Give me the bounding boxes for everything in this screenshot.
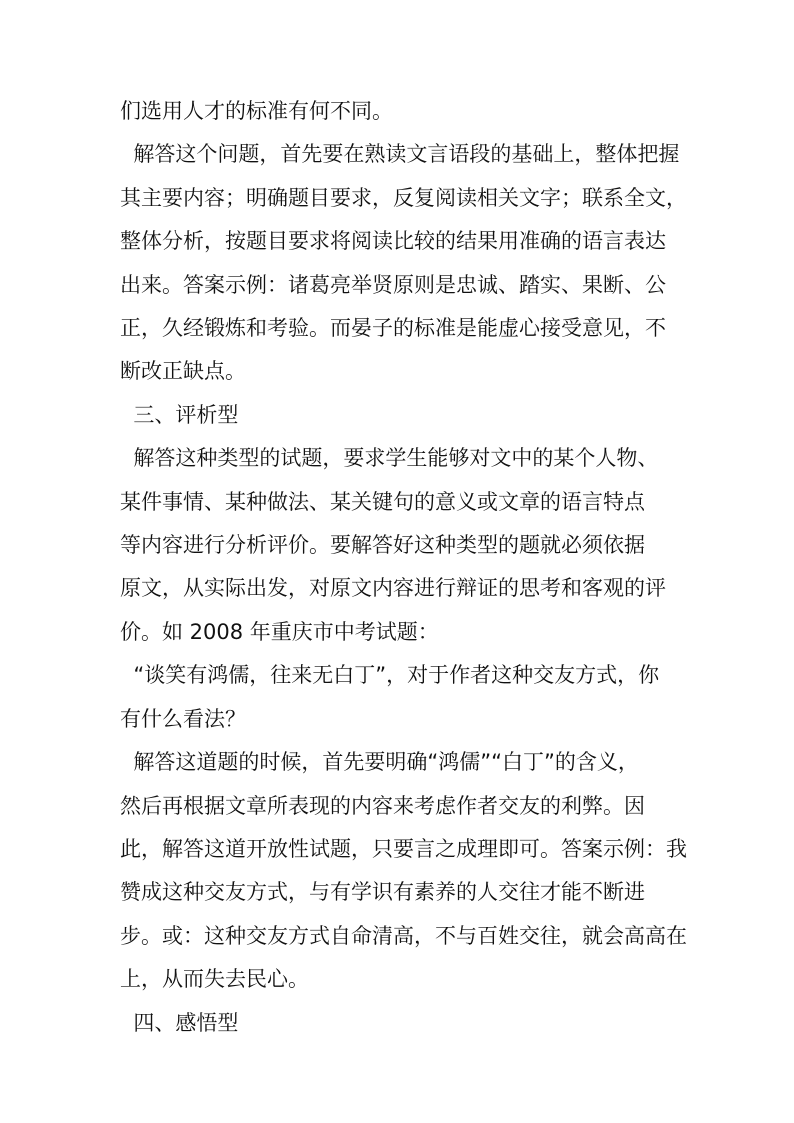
text-line: “谈笑有鸿儒，往来无白丁”，对于作者这种交友方式，你 xyxy=(120,663,660,688)
text-line: 解答这个问题，首先要在熟读文言语段的基础上，整体把握 xyxy=(120,142,680,167)
text-line: 原文，从实际出发，对原文内容进行辩证的思考和客观的评 xyxy=(120,576,666,601)
text-line: 上，从而失去民心。 xyxy=(120,967,309,992)
section-heading: 四、感悟型 xyxy=(120,1010,239,1035)
text-line: 价。如 2008 年重庆市中考试题： xyxy=(120,619,439,644)
text-line: 步。或：这种交友方式自命清高，不与百姓交往，就会高高在 xyxy=(120,923,687,948)
text-line: 解答这种类型的试题，要求学生能够对文中的某个人物、 xyxy=(120,446,659,471)
text-line: 整体分析，按题目要求将阅读比较的结果用准确的语言表达 xyxy=(120,229,666,254)
text-line: 正，久经锻炼和考验。而晏子的标准是能虚心接受意见，不 xyxy=(120,316,666,341)
text-line: 们选用人才的标准有何不同。 xyxy=(120,99,393,123)
text-line: 赞成这种交友方式，与有学识有素养的人交往才能不断进 xyxy=(120,880,645,905)
text-line: 等内容进行分析评价。要解答好这种类型的题就必须依据 xyxy=(120,533,645,558)
section-heading: 三、评析型 xyxy=(120,402,239,427)
text-line: 解答这道题的时候，首先要明确“鸿儒”“白丁”的含义， xyxy=(120,750,639,775)
text-line: 然后再根据文章所表现的内容来考虑作者交友的利弊。因 xyxy=(120,793,645,818)
text-line: 某件事情、某种做法、某关键句的意义或文章的语言特点 xyxy=(120,489,645,514)
text-line: 断改正缺点。 xyxy=(120,359,246,384)
document-body xyxy=(120,90,687,1045)
text-line: 此，解答这道开放性试题，只要言之成理即可。答案示例：我 xyxy=(120,836,687,861)
text-line: 其主要内容；明确题目要求，反复阅读相关文字；联系全文， xyxy=(120,185,687,210)
text-line: 出来。答案示例：诸葛亮举贤原则是忠诚、踏实、果断、公 xyxy=(120,272,666,297)
text-line: 有什么看法？ xyxy=(120,706,246,731)
